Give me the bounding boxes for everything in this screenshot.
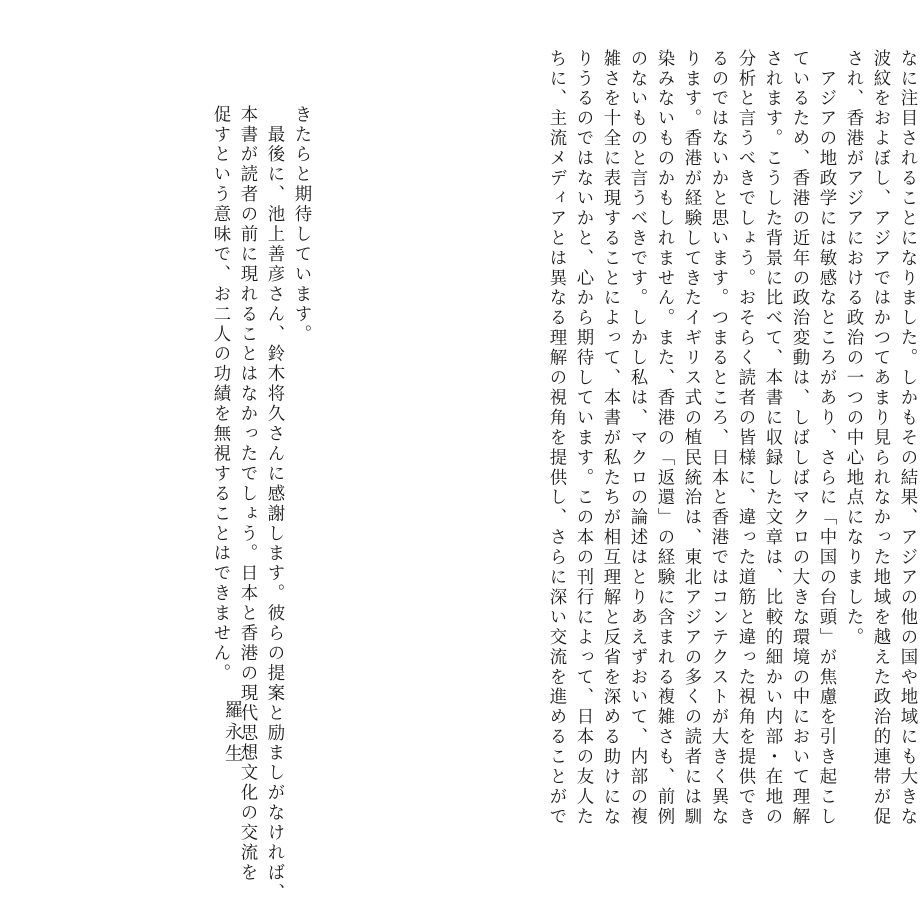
closing-text-column <box>210 105 314 903</box>
text-line: ります。香港が経験してきたイギリス式の植民統治は、東北アジアの多くの読者には馴 <box>681 49 701 828</box>
text-line: 本書が読者の前に現れることはなかったでしょう。日本と香港の現代思想文化の交流を <box>237 105 257 884</box>
text-line: 波紋をおよぼし、アジアではかつてあまり見られなかった地域を越えた政治的連帯が促 <box>870 49 890 828</box>
text-line: されます。こうした背景に比べて、本書に収録した文章は、比較的細かい内部・在地の <box>762 49 782 828</box>
text-line: のないものと言うべきです。しかし私は、マクロの論述はとりあえずおいて、内部の複 <box>627 49 647 828</box>
text-line: 染みないものかもしれません。また、香港の「返還」の経験に含まれる複雑さも、前例 <box>654 49 674 828</box>
text-line: ちに、主流メディアとは異なる理解の視角を提供し、さらに深い交流を進めることがで <box>546 49 566 828</box>
text-line: 分析と言うべきでしょう。おそらく読者の皆様に、違った道筋と違った視角を提供でき <box>735 49 755 828</box>
text-line: ているため、香港の近年の政治変動は、しばしばマクロの大きな環境の中において理解 <box>789 49 809 828</box>
text-line: アジアの地政学には敏感なところがあり、さらに「中国の台頭」が焦慮を引き起こし <box>816 49 836 828</box>
main-text-column <box>538 49 920 828</box>
author-signature: 羅永生 <box>222 700 243 766</box>
text-line: きたらと期待しています。 <box>291 105 311 345</box>
text-line: なに注目されることになりました。しかもその結果、アジアの他の国や地域にも大きな <box>897 49 917 828</box>
text-line: 雑さを十全に表現することによって、本書が私たちが相互理解と反省を深める助けにな <box>600 49 620 828</box>
text-line: りうるのではないかと、心から期待しています。この本の刊行によって、日本の友人た <box>573 49 593 828</box>
text-line: され、香港がアジアにおける政治の一つの中心地点になりました。 <box>843 49 863 648</box>
text-line: るのではないかと思います。つまるところ、日本と香港ではコンテクストが大きく異な <box>708 49 728 828</box>
text-line: 最後に、池上善彦さん、鈴木将久さんに感謝します。彼らの提案と励ましがなければ、 <box>264 105 284 903</box>
text-line: 促すという意味で、お二人の功績を無視することはできません。 <box>210 105 230 684</box>
